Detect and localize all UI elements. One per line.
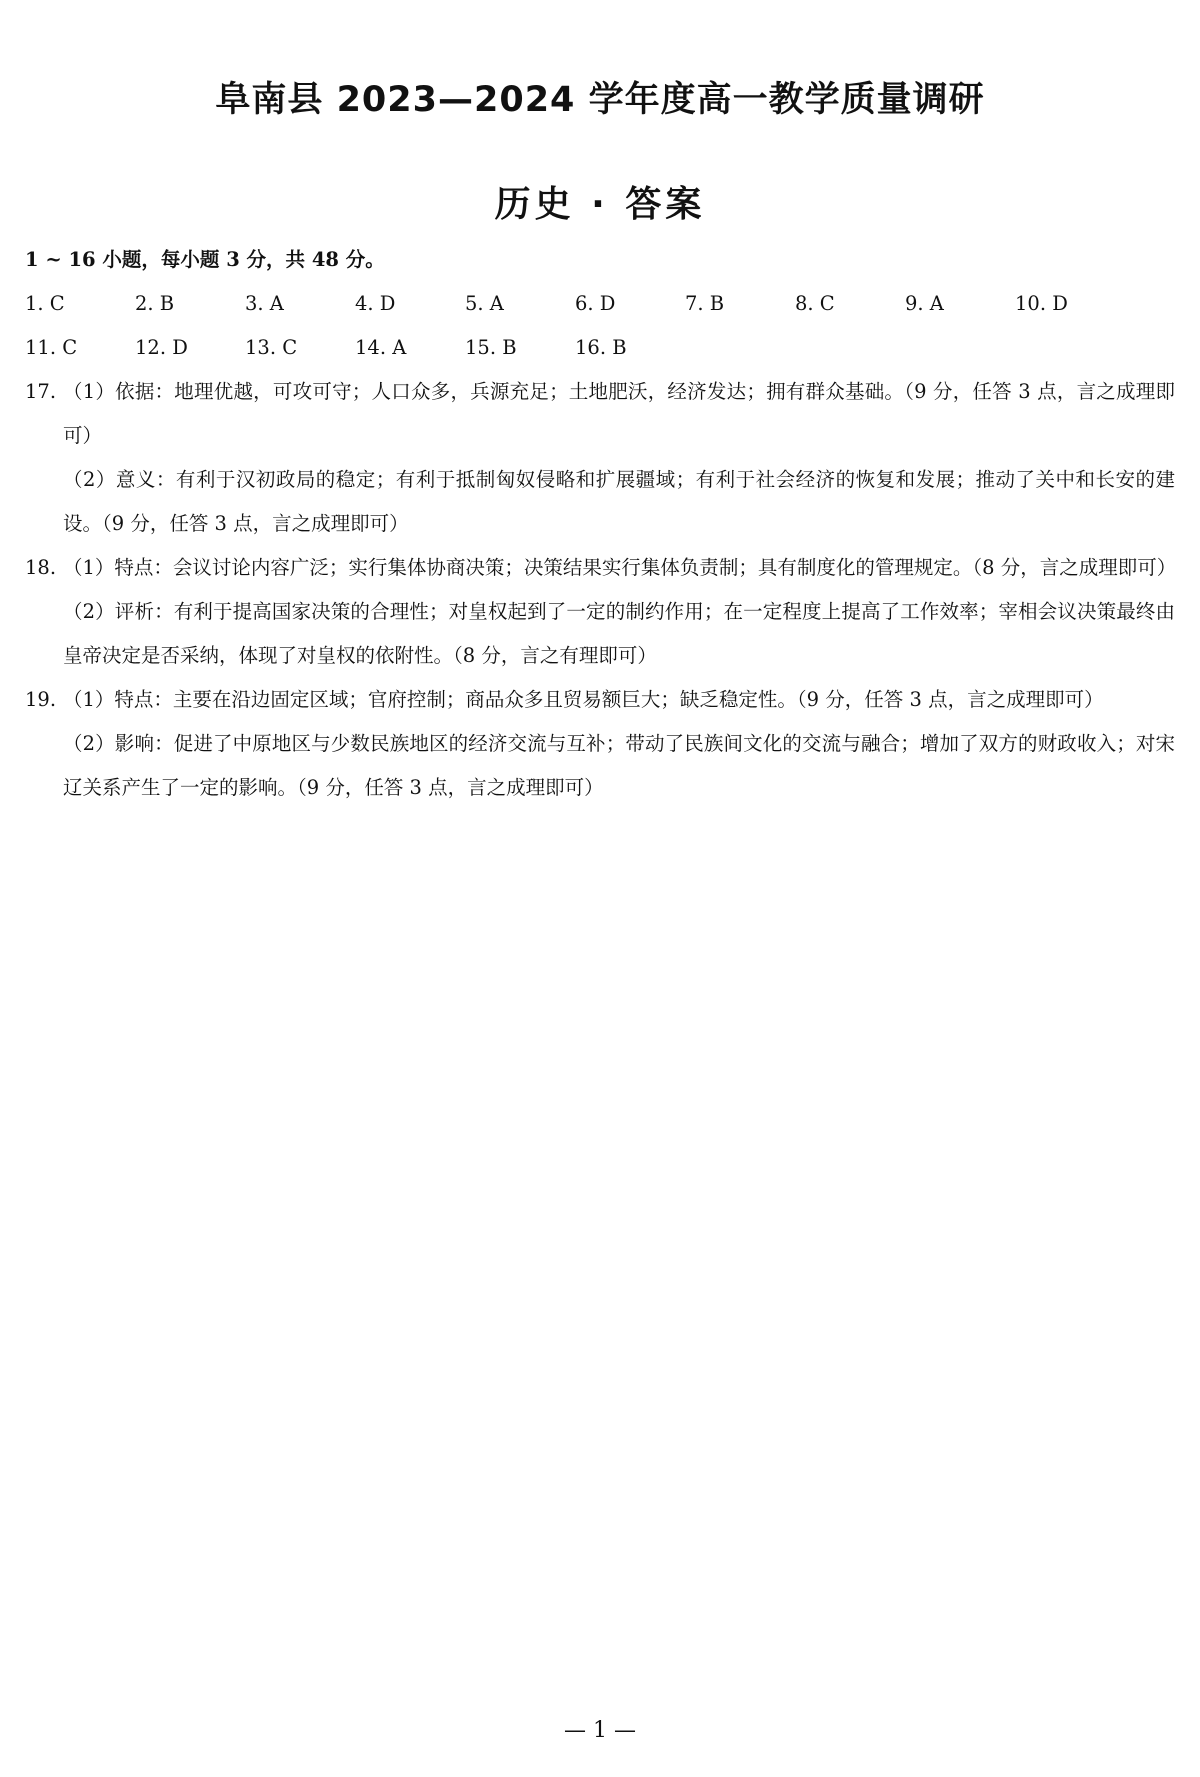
mc-answer: 6. D bbox=[575, 292, 616, 315]
page-title: 阜南县 2023—2024 学年度高一教学质量调研 bbox=[215, 80, 985, 120]
mc-answer: 8. C bbox=[795, 292, 835, 315]
mc-answer: 1. C bbox=[25, 292, 65, 315]
mc-answer: 4. D bbox=[355, 292, 396, 315]
mc-answer-row-2 bbox=[25, 326, 1175, 370]
mc-answer: 11. C bbox=[25, 336, 78, 359]
answer-part: （2）意义：有利于汉初政局的稳定；有利于抵制匈奴侵略和扩展疆域；有利于社会经济的恢复和发展；推动了关中和长安的建设。（9 分，任答 3 点，言之成理即可） bbox=[63, 468, 1175, 535]
mc-answer-row-1 bbox=[25, 282, 1175, 326]
mc-answer: 12. D bbox=[135, 336, 188, 359]
mc-answer: 15. B bbox=[465, 336, 517, 359]
answer-part: （1）依据：地理优越，可攻可守；人口众多，兵源充足；土地肥沃，经济发达；拥有群众基础。（9 分，任答 3 点，言之成理即可） bbox=[63, 380, 1175, 447]
mc-answer: 3. A bbox=[245, 292, 284, 315]
answer-part: （2）影响：促进了中原地区与少数民族地区的经济交流与互补；带动了民族间文化的交流与融合；增加了双方的财政收入；对宋辽关系产生了一定的影响。（9 分，任答 3 点，言之成理即可） bbox=[63, 732, 1175, 799]
mc-answer: 16. B bbox=[575, 336, 627, 359]
question-number: 18. bbox=[25, 556, 57, 579]
mc-answer: 14. A bbox=[355, 336, 407, 359]
answer-part: （1）特点：主要在沿边固定区域；官府控制；商品众多且贸易额巨大；缺乏稳定性。（9 分，任答 3 点，言之成理即可） bbox=[63, 688, 1104, 711]
question-number: 19. bbox=[25, 688, 57, 711]
question-number: 17. bbox=[25, 380, 57, 403]
mc-answer: 5. A bbox=[465, 292, 504, 315]
mc-answer: 9. A bbox=[905, 292, 944, 315]
answer-part: （1）特点：会议讨论内容广泛；实行集体协商决策；决策结果实行集体负责制；具有制度化的管理规定。（8 分，言之成理即可） bbox=[63, 556, 1177, 579]
question-19 bbox=[25, 678, 1175, 810]
answer-part: （2）评析：有利于提高国家决策的合理性；对皇权起到了一定的制约作用；在一定程度上提高了工作效率；宰相会议决策最终由皇帝决定是否采纳，体现了对皇权的依附性。（8 分，言之有理即可） bbox=[63, 600, 1175, 667]
question-17 bbox=[25, 370, 1175, 546]
answer-content bbox=[25, 238, 1175, 810]
mc-answer: 13. C bbox=[245, 336, 298, 359]
page-number: — 1 — bbox=[564, 1718, 636, 1743]
mc-answer: 2. B bbox=[135, 292, 175, 315]
mc-answer: 10. D bbox=[1015, 292, 1068, 315]
page-subtitle: 历史 · 答案 bbox=[494, 184, 706, 225]
section-instruction: 1 ~ 16 小题，每小题 3 分，共 48 分。 bbox=[25, 248, 385, 271]
question-18 bbox=[25, 546, 1175, 678]
mc-answer: 7. B bbox=[685, 292, 725, 315]
